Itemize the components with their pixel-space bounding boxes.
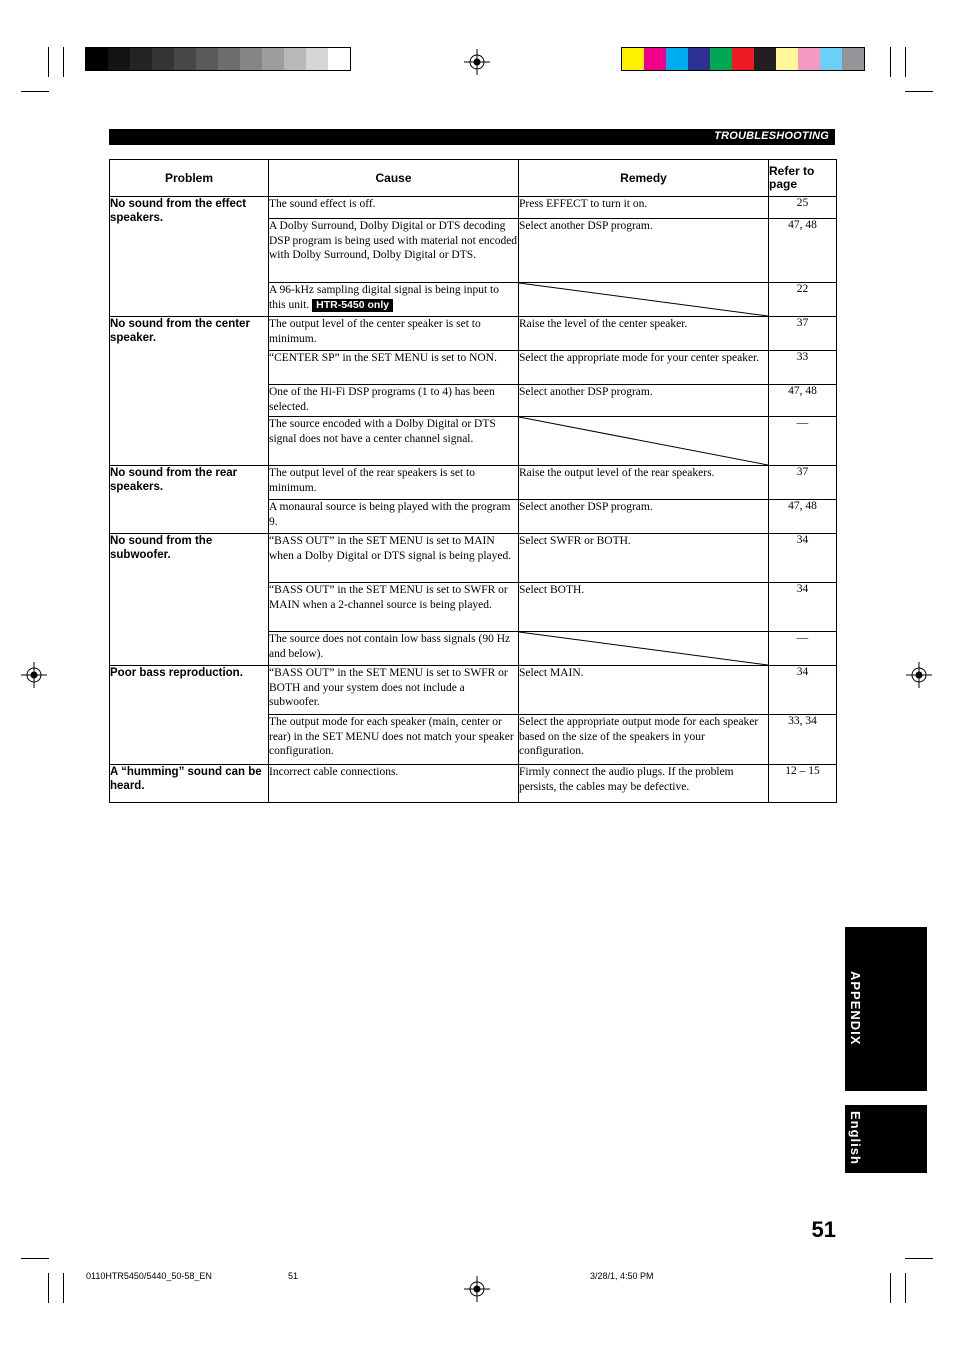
problem-cell: No sound from the center speaker. bbox=[110, 317, 269, 466]
ref-page-cell: 34 bbox=[769, 666, 837, 715]
color-swatch bbox=[754, 48, 776, 70]
ref-page-cell: 34 bbox=[769, 583, 837, 632]
cause-cell: The sound effect is off. bbox=[269, 197, 519, 219]
ref-page-cell: 47, 48 bbox=[769, 500, 837, 534]
problem-cell: No sound from the effect speakers. bbox=[110, 197, 269, 317]
ref-page-cell: 37 bbox=[769, 317, 837, 351]
color-swatch bbox=[196, 48, 218, 70]
color-swatch bbox=[688, 48, 710, 70]
cause-cell: Incorrect cable connections. bbox=[269, 765, 519, 803]
color-swatch bbox=[644, 48, 666, 70]
remedy-cell: Select SWFR or BOTH. bbox=[519, 534, 769, 583]
section-header-bar bbox=[109, 129, 835, 145]
ref-page-cell: 37 bbox=[769, 466, 837, 500]
cause-cell: The output mode for each speaker (main, center or rear) in the SET MENU does not match your speaker configuration. bbox=[269, 715, 519, 765]
color-swatch bbox=[152, 48, 174, 70]
cause-text: A 96-kHz sampling digital signal is being input to this unit. bbox=[269, 284, 499, 311]
ref-page-cell: 47, 48 bbox=[769, 385, 837, 417]
color-swatch bbox=[820, 48, 842, 70]
column-header-cause: Cause bbox=[269, 160, 519, 197]
table-row bbox=[110, 197, 837, 219]
problem-cell: Poor bass reproduction. bbox=[110, 666, 269, 765]
side-tab-english-label: English bbox=[848, 1111, 863, 1165]
color-swatch bbox=[798, 48, 820, 70]
color-swatch bbox=[306, 48, 328, 70]
cause-cell: One of the Hi-Fi DSP programs (1 to 4) has been selected. bbox=[269, 385, 519, 417]
registration-mark-icon bbox=[906, 662, 932, 688]
color-bar bbox=[621, 47, 865, 71]
color-swatch bbox=[732, 48, 754, 70]
remedy-cell: Select another DSP program. bbox=[519, 385, 769, 417]
table-row bbox=[110, 534, 837, 583]
cause-cell: “BASS OUT” in the SET MENU is set to SWFR or MAIN when a 2-channel source is being played. bbox=[269, 583, 519, 632]
cause-cell: The output level of the rear speakers is set to minimum. bbox=[269, 466, 519, 500]
registration-mark-icon bbox=[21, 662, 47, 688]
remedy-cell: Select another DSP program. bbox=[519, 500, 769, 534]
cause-cell: The output level of the center speaker is set to minimum. bbox=[269, 317, 519, 351]
remedy-cell: Raise the output level of the rear speakers. bbox=[519, 466, 769, 500]
remedy-cell: Press EFFECT to turn it on. bbox=[519, 197, 769, 219]
problem-cell: No sound from the rear speakers. bbox=[110, 466, 269, 534]
column-header-remedy: Remedy bbox=[519, 160, 769, 197]
ref-page-cell: 25 bbox=[769, 197, 837, 219]
column-header-problem: Problem bbox=[110, 160, 269, 197]
color-swatch bbox=[130, 48, 152, 70]
color-swatch bbox=[622, 48, 644, 70]
table-row bbox=[110, 317, 837, 351]
table-row bbox=[110, 466, 837, 500]
footer-page: 51 bbox=[288, 1271, 299, 1281]
color-swatch bbox=[218, 48, 240, 70]
section-title: TROUBLESHOOTING bbox=[714, 130, 829, 142]
color-swatch bbox=[86, 48, 108, 70]
remedy-cell: Firmly connect the audio plugs. If the problem persists, the cables may be defective. bbox=[519, 765, 769, 803]
cause-cell: “CENTER SP” in the SET MENU is set to NON. bbox=[269, 351, 519, 385]
color-swatch bbox=[842, 48, 864, 70]
cause-cell: “BASS OUT” in the SET MENU is set to SWFR or BOTH and your system does not include a subwoofer. bbox=[269, 666, 519, 715]
color-swatch bbox=[262, 48, 284, 70]
remedy-cell-empty bbox=[519, 632, 769, 666]
problem-cell: No sound from the subwoofer. bbox=[110, 534, 269, 666]
color-swatch bbox=[328, 48, 350, 70]
cause-cell: “BASS OUT” in the SET MENU is set to MAIN when a Dolby Digital or DTS signal is being played. bbox=[269, 534, 519, 583]
color-swatch bbox=[776, 48, 798, 70]
color-swatch bbox=[174, 48, 196, 70]
ref-page-cell: 33, 34 bbox=[769, 715, 837, 765]
remedy-cell: Raise the level of the center speaker. bbox=[519, 317, 769, 351]
page-number: 51 bbox=[811, 1217, 836, 1242]
footer-file-name: 0110HTR5450/5440_50-58_EN bbox=[86, 1271, 212, 1281]
ref-page-cell: — bbox=[769, 632, 837, 666]
side-tab-appendix-label: APPENDIX bbox=[848, 971, 863, 1046]
ref-page-cell: 34 bbox=[769, 534, 837, 583]
cause-cell bbox=[269, 283, 519, 317]
cause-cell: The source does not contain low bass signals (90 Hz and below). bbox=[269, 632, 519, 666]
ref-page-cell: 22 bbox=[769, 283, 837, 317]
column-header-refer-to-page: Refer to page bbox=[769, 160, 837, 197]
remedy-cell-empty bbox=[519, 417, 769, 466]
registration-mark-icon bbox=[464, 1276, 490, 1302]
gray-scale-bar bbox=[85, 47, 351, 71]
registration-mark-icon bbox=[464, 49, 490, 75]
remedy-cell: Select MAIN. bbox=[519, 666, 769, 715]
color-swatch bbox=[284, 48, 306, 70]
cause-cell: A Dolby Surround, Dolby Digital or DTS decoding DSP program is being used with material not encoded with Dolby Surround, Dolby Digital or DTS. bbox=[269, 219, 519, 283]
remedy-cell: Select the appropriate mode for your center speaker. bbox=[519, 351, 769, 385]
ref-page-cell: 47, 48 bbox=[769, 219, 837, 283]
remedy-cell: Select the appropriate output mode for each speaker based on the size of the speakers in your configuration. bbox=[519, 715, 769, 765]
remedy-cell: Select BOTH. bbox=[519, 583, 769, 632]
table-row bbox=[110, 666, 837, 715]
ref-page-cell: 33 bbox=[769, 351, 837, 385]
color-swatch bbox=[710, 48, 732, 70]
cause-cell: The source encoded with a Dolby Digital or DTS signal does not have a center channel signal. bbox=[269, 417, 519, 466]
troubleshooting-table bbox=[109, 159, 837, 803]
problem-cell: A “humming” sound can be heard. bbox=[110, 765, 269, 803]
ref-page-cell: — bbox=[769, 417, 837, 466]
footer-timestamp: 3/28/1, 4:50 PM bbox=[590, 1271, 654, 1281]
color-swatch bbox=[108, 48, 130, 70]
cause-cell: A monaural source is being played with the program 9. bbox=[269, 500, 519, 534]
model-badge: HTR-5450 only bbox=[312, 299, 393, 312]
table-row bbox=[110, 765, 837, 803]
remedy-cell-empty bbox=[519, 283, 769, 317]
ref-page-cell: 12 – 15 bbox=[769, 765, 837, 803]
color-swatch bbox=[666, 48, 688, 70]
remedy-cell: Select another DSP program. bbox=[519, 219, 769, 283]
color-swatch bbox=[240, 48, 262, 70]
